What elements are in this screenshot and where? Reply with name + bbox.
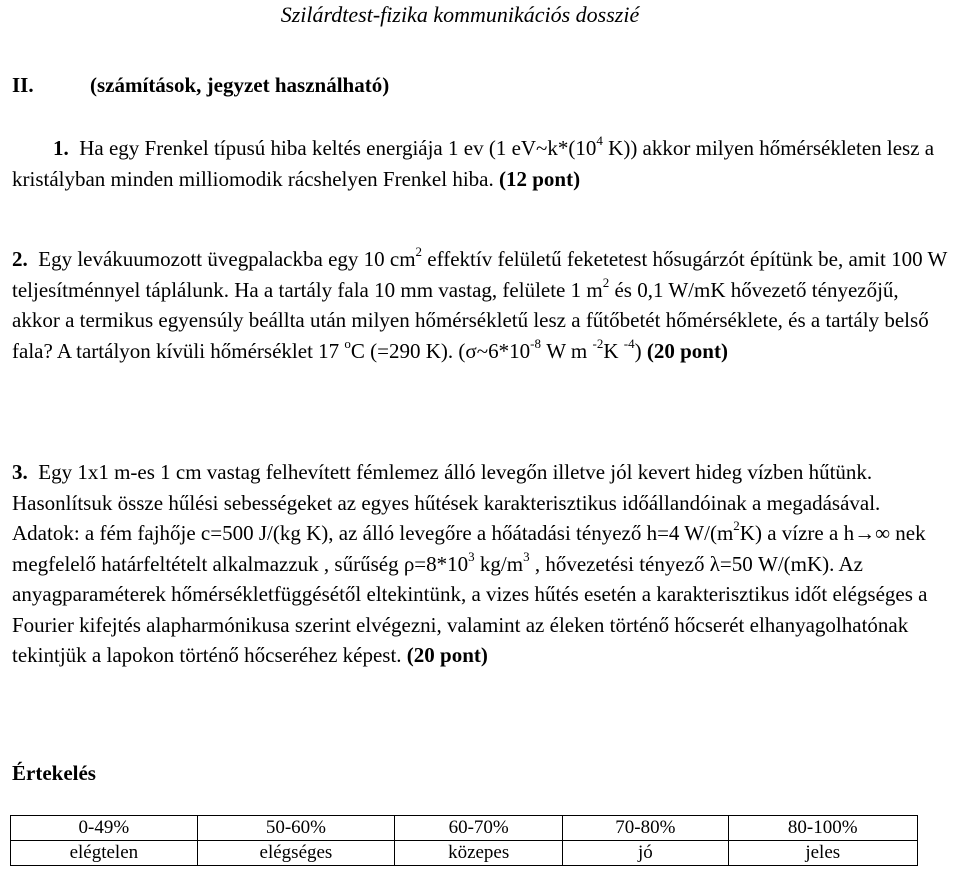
problem-2-text-g: ) [634, 338, 647, 363]
section-title [12, 72, 389, 98]
grade-cell: jeles [728, 841, 917, 866]
document-header: Szilárdtest-fizika kommunikációs dosszié [280, 2, 640, 27]
range-cell: 50-60% [197, 816, 394, 841]
problem-2-sup-f: -4 [623, 335, 635, 351]
problem-3-text-b: K) a vízre a h→∞ nek megfelelő határfeltételt alkalmazzuk , sűrűség ρ=8*10 [12, 521, 926, 576]
section-number: II. [12, 73, 34, 97]
problem-3-text-c: kg/m [474, 551, 524, 576]
problem-2-text-d: C (=290 K). (σ~6*10 [350, 338, 531, 363]
problem-2 [12, 244, 947, 366]
problem-3-sup-a: 2 [733, 518, 740, 533]
problem-2-text-b: effektív felületű feketetest hősugárzót építünk be, amit 100 W teljesítménnyel táplálunk. Ha a tartály fala 10 mm vastag, felülete 1 m [12, 247, 947, 302]
problem-1-text-cont: K)) akkor milyen hőmérsékleten lesz a kristályban minden milliomodik rácshelyen Frenkel hiba. [12, 136, 935, 191]
range-cell: 70-80% [563, 816, 728, 841]
grade-table-row-ranges [11, 816, 918, 841]
problem-3-text: Egy 1x1 m-es 1 cm vastag felhevített fémlemez álló levegőn illetve jól kevert hideg vízben hűtünk. Hasonlítsuk össze hűlési sebességeket az egyes hűtések karakterisztikus időállandóinak a megadásával. Adatok: a fém fajhője c=500 J/(kg K), az álló levegőre a hőátadási tényező h=4 W/(m [12, 460, 881, 545]
problem-1-text: Ha egy Frenkel típusú hiba keltés energiája 1 ev (1 eV~k*(10 [79, 136, 597, 160]
problem-1-points: (12 pont) [498, 166, 581, 191]
problem-2-number: 2. [12, 247, 28, 271]
range-cell: 0-49% [11, 816, 198, 841]
problem-2-sup-d: -8 [530, 335, 541, 351]
problem-3 [12, 457, 947, 671]
problem-3-sup-b: 3 [468, 548, 475, 564]
problem-1-sup: 4 [596, 133, 603, 148]
problem-2-text-f: K [603, 338, 624, 363]
section-title-text: (számítások, jegyzet használható) [90, 73, 390, 97]
grade-table [10, 815, 918, 866]
problem-1 [12, 133, 947, 194]
range-cell: 80-100% [728, 816, 917, 841]
grade-cell: jó [563, 841, 728, 866]
problem-3-sup-c: 3 [523, 548, 530, 564]
grade-cell: elégséges [197, 841, 394, 866]
problem-3-number: 3. [12, 460, 28, 484]
range-cell: 60-70% [395, 816, 563, 841]
problem-2-sup-a: 2 [415, 244, 423, 259]
problem-1-number: 1. [53, 136, 69, 160]
grade-cell: közepes [395, 841, 563, 866]
problem-2-sup-c: o [344, 335, 351, 351]
problem-2-sup-b: 2 [602, 274, 610, 290]
evaluation-title: Értekelés [12, 761, 96, 785]
problem-3-points: (20 pont) [406, 643, 488, 667]
problem-2-text-e: W m [540, 338, 593, 363]
problem-2-text: Egy levákuumozott üvegpalackba egy 10 cm [38, 247, 416, 271]
grade-table-row-grades [11, 841, 918, 866]
grade-cell: elégtelen [11, 841, 198, 866]
problem-3-text-d: , hővezetési tényező λ=50 W/(mK). Az anyagparaméterek hőmérsékletfüggésétől eltekintünk, a vizes hűtés esetén a karakterisztikus időt elégséges a Fourier kifejtés alapharmónikusa szerint elvégezni, valamint az éleken történő hőcserét elhanyagolhatónak tekintjük a lapokon történő hőcseréhez képest. [12, 551, 928, 667]
problem-2-sup-e: -2 [592, 335, 604, 351]
problem-2-text-c: és 0,1 W/mK hővezető tényezőjű, akkor a termikus egyensúly beállta után milyen hőmérsékletű lesz a fűtőbetét hőmérséklete, és a tartály belső fala? A tartályon kívüli hőmérséklet 17 [12, 277, 929, 363]
problem-2-points: (20 pont) [646, 338, 728, 363]
